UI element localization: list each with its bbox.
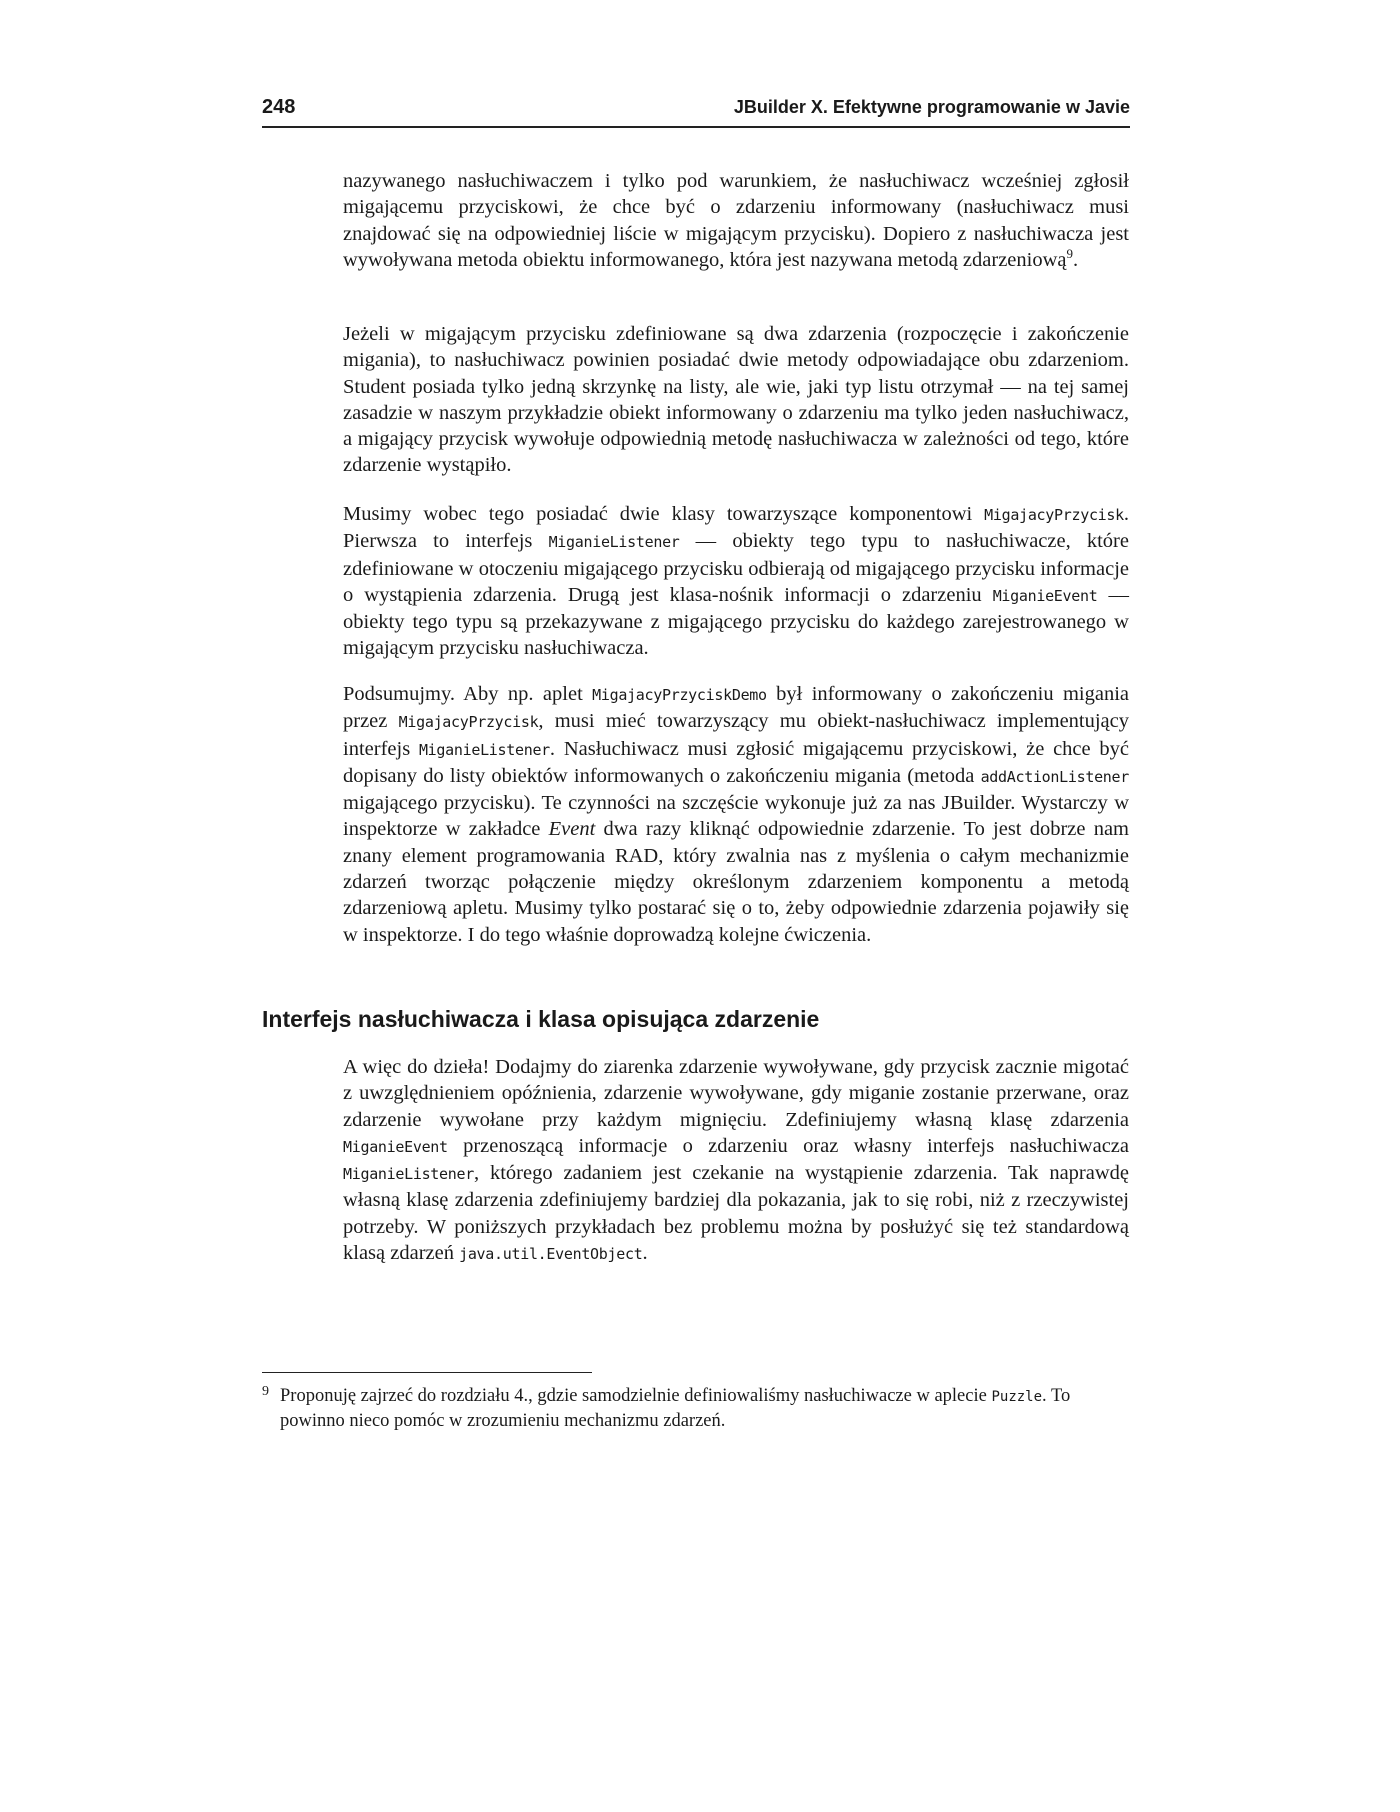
page-header [262, 96, 1130, 128]
page-number: 248 [262, 96, 296, 118]
paragraph-4-text-d: . Nasłuchiwacz musi zgłosić migającemu przyciskowi, że chce być dopisany do listy obiektów informowanych o zakończeniu migania (metoda [343, 737, 1129, 787]
paragraph-3-text-c: — obiekty tego typu to nasłuchiwacze, które zdefiniowane w otoczeniu migającego przycisku odbierają od migającego przycisku informacje o wystąpienia zdarzenia. Drugą jest klasa-nośnik informacji o zdarzeniu [343, 530, 1129, 606]
footnote-number: 9 [262, 1384, 269, 1399]
paragraph-4-text-b: był informowany o zakończeniu migania przez [343, 683, 1129, 733]
paragraph-1-text: nazywanego nasłuchiwaczem i tylko pod warunkiem, że nasłuchiwacz wcześniej zgłosił migającemu przyciskowi, że chce być o zdarzeniu informowany (nasłuchiwacz musi znajdować się na odpowiedniej liście w migającym przycisku). Dopiero z nasłuchiwacza jest wywoływana metoda obiektu informowanego, która jest nazywana metodą zdarzeniową [343, 170, 1129, 271]
paragraph-4 [343, 681, 1129, 948]
paragraph-1 [343, 168, 1129, 273]
paragraph-2-text: Jeżeli w migającym przycisku zdefiniowane są dwa zdarzenia (rozpoczęcie i zakończenie migania), to nasłuchiwacz powinien posiadać dwie metody odpowiadające obu zdarzeniom. Student posiada tylko jedną skrzynkę na listy, ale wie, jaki typ listu otrzymał — na tej samej zasadzie w naszym przykładzie obiekt informowany o zdarzeniu ma tylko jeden nasłuchiwacz, a migający przycisk wywołuje odpowiednią metodę nasłuchiwacza w zależności od tego, które zdarzenie wystąpiło. [343, 323, 1129, 477]
paragraph-5-text-a: A więc do dzieła! Dodajmy do ziarenka zdarzenie wywoływane, gdy przycisk zacznie migotać z uwzględnieniem opóźnienia, zdarzenie wywoływane, gdy miganie zostanie przerwane, oraz zdarzenie wywołane przy każdym mignięciu. Zdefiniujemy własną klasę zdarzenia [343, 1056, 1129, 1131]
paragraph-4-text-c: , musi mieć towarzyszący mu obiekt-nasłuchiwacz implementujący interfejs [343, 710, 1130, 760]
paragraph-1-end: . [1073, 248, 1079, 271]
code-miganielistener: MiganieListener [343, 1165, 474, 1184]
footnote-text [280, 1384, 1130, 1433]
paragraph-4-text-f: dwa razy kliknąć odpowiednie zdarzenie. To jest dobrze nam znany element programowania RAD, który zwalnia nas z myślenia o całym mechanizmie zdarzeń tworząc połączenie między określonym zdarzeniem komponentu a metodą zdarzeniową apletu. Musimy tylko postarać się o to, żeby odpowiednie zdarzenia pojawiły się w inspektorze. I do tego właśnie doprowadzą kolejne ćwiczenia. [343, 818, 1129, 946]
code-migajacyprzycisk: MigajacyPrzycisk [398, 713, 539, 732]
paragraph-3-text-a: Musimy wobec tego posiadać dwie klasy towarzyszące komponentowi [343, 503, 985, 525]
code-eventobject: java.util.EventObject [459, 1245, 643, 1264]
code-miganieevent: MiganieEvent [343, 1137, 448, 1156]
code-miganieevent: MiganieEvent [992, 586, 1098, 605]
section-heading: Interfejs nasłuchiwacza i klasa opisująca zdarzenie [262, 1006, 820, 1032]
code-miganielistener: MiganieListener [548, 533, 680, 552]
paragraph-4-text-a: Podsumujmy. Aby np. aplet [343, 683, 593, 705]
code-migajacyprzyciskdemo: MigajacyPrzyciskDemo [592, 686, 767, 704]
footnote-text-b: . To powinno nieco pomóc w zrozumieniu mechanizmu zdarzeń. [280, 1386, 1071, 1431]
paragraph-5-text-d: . [642, 1242, 648, 1265]
code-miganielistener: MiganieListener [418, 740, 550, 759]
footnote [262, 1384, 1130, 1433]
paragraph-5-text-b: przenoszącą informacje o zdarzeniu oraz własny interfejs nasłuchiwacza [447, 1134, 1129, 1157]
running-title: JBuilder X. Efektywne programowanie w Javie [733, 97, 1130, 117]
footnote-divider [262, 1372, 592, 1373]
paragraph-5 [343, 1054, 1129, 1267]
footnote-ref-9: 9 [1066, 246, 1074, 262]
code-migajacyprzycisk: MigajacyPrzycisk [984, 506, 1124, 524]
code-puzzle: Puzzle [991, 1389, 1043, 1405]
footnote-text-a: Proponuję zajrzeć do rozdziału 4., gdzie samodzielnie definiowaliśmy nasłuchiwacze w aplecie [280, 1386, 992, 1406]
event-tab-name: Event [548, 818, 596, 841]
paragraph-3 [343, 501, 1129, 662]
paragraph-4-text-e: migającego przycisku). Te czynności na szczęście wykonuje już za nas JBuilder. Wystarczy w inspektorze w zakładce [343, 792, 1129, 841]
paragraph-3-text-b: . Pierwsza to interfejs [343, 503, 1129, 553]
paragraph-3-text-d: –– obiekty tego typu są przekazywane z migającego przycisku do każdego zarejestrowanego w migającym przycisku nasłuchiwacza. [343, 583, 1129, 660]
code-addactionlistener: addActionListener [980, 767, 1129, 786]
paragraph-5-text-c: , którego zadaniem jest czekanie na wystąpienie zdarzenia. Tak naprawdę własną klasę zdarzenia zdefiniujemy bardziej dla pokazania, jak to się robi, niż z rzeczywistej potrzeby. W poniższych przykładach bez problemu można by posłużyć się też standardową klasą zdarzeń [343, 1162, 1129, 1265]
paragraph-2 [343, 321, 1129, 479]
